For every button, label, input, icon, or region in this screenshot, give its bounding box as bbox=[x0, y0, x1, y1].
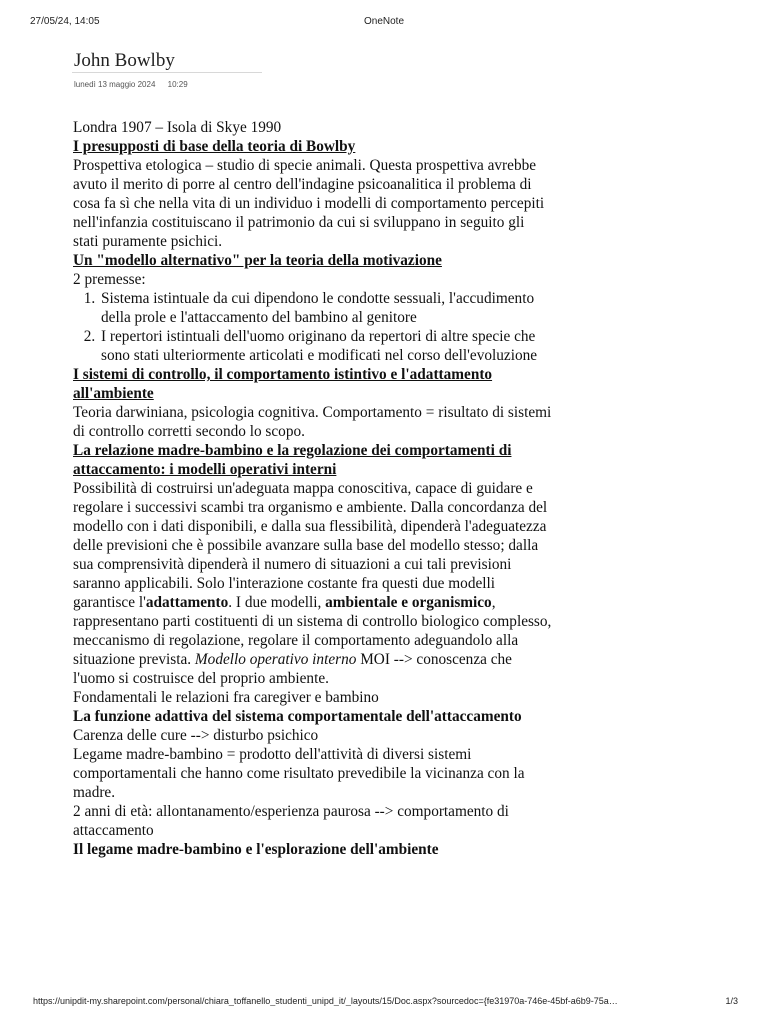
page-time: 10:29 bbox=[167, 80, 188, 89]
paragraph: 2 anni di età: allontanamento/esperienza paurosa --> comportamento di attaccamento bbox=[73, 803, 509, 839]
italic-term: Modello operativo interno bbox=[194, 651, 357, 668]
paragraph: Legame madre-bambino = prodotto dell'attività di diversi sistemi comportamentali che hanno come risultato prevedibile la vicinanza con la madre. bbox=[73, 746, 525, 801]
page-date: lunedì 13 maggio 2024 bbox=[74, 80, 156, 89]
section-heading: I sistemi di controllo, il comportamento istintivo e l'adattamento all'ambiente bbox=[73, 366, 493, 402]
section-heading: La relazione madre-bambino e la regolazione dei comportamenti di attaccamento: i modelli operativi interni bbox=[73, 442, 512, 478]
print-url: https://unipdit-my.sharepoint.com/personal/chiara_toffanello_studenti_unipd_it/_layouts/15/Doc.aspx?sourcedoc={fe31970a-746e-45bf-a6b9-75a… bbox=[33, 996, 618, 1006]
section-heading: I presupposti di base della teoria di Bowlby bbox=[73, 138, 356, 155]
paragraph: Teoria darwiniana, psicologia cognitiva. Comportamento = risultato di sistemi di controllo corretti secondo lo scopo. bbox=[73, 404, 552, 440]
bold-term: ambientale e organismico bbox=[325, 594, 492, 611]
section-heading: La funzione adattiva del sistema comportamentale dell'attaccamento bbox=[73, 708, 522, 725]
print-footer bbox=[33, 996, 738, 1010]
text-run: , rappresentano parti costituenti di un sistema di controllo biologico complesso, meccanismo di regolazione, regolare il comportamento adeguandolo alla situazione prevista. bbox=[73, 594, 552, 668]
page-title[interactable]: John Bowlby bbox=[74, 50, 175, 71]
text-run: MOI --> conoscenza che l'uomo si costruisce del proprio ambiente. bbox=[73, 651, 512, 687]
numbered-list bbox=[73, 289, 553, 365]
paragraph: Carenza delle cure --> disturbo psichico bbox=[73, 727, 319, 744]
section-heading: Il legame madre-bambino e l'esplorazione dell'ambiente bbox=[73, 841, 439, 858]
page-meta bbox=[74, 80, 188, 89]
print-header bbox=[30, 16, 738, 30]
print-page-number: 1/3 bbox=[725, 996, 738, 1006]
paragraph bbox=[73, 479, 553, 688]
text-run: . I due modelli, bbox=[228, 594, 326, 611]
list-item: 2. I repertori istintuali dell'uomo originano da repertori di altre specie che sono stati ulteriormente articolati e modificati nel corso dell'evoluzione bbox=[99, 327, 553, 365]
bold-term: adattamento bbox=[145, 594, 229, 611]
paragraph: Fondamentali le relazioni fra caregiver e bambino bbox=[73, 689, 379, 706]
paragraph: Prospettiva etologica – studio di specie animali. Questa prospettiva avrebbe avuto il merito di porre al centro dell'indagine psicoanalitica il problema di cosa fa sì che nella vita di un individuo i modelli di comportamento percepiti nell'infanzia costituiscano il patrimonio da cui si sviluppano in seguito gli stati puramente psichici. bbox=[73, 157, 545, 250]
print-datetime: 27/05/24, 14:05 bbox=[30, 16, 100, 27]
print-app-name: OneNote bbox=[363, 16, 405, 27]
list-item: 1. Sistema istintuale da cui dipendono le condotte sessuali, l'accudimento della prole e l'attaccamento del bambino al genitore bbox=[99, 289, 553, 327]
text-run: Possibilità di costruirsi un'adeguata mappa conoscitiva, capace di guidare e regolare i successivi scambi tra organismo e ambiente. Dalla concordanza del modello con i dati disponibili, e dalla sua flessibilità, dipenderà l'adeguatezza delle previsioni che è possibile avanzare sulla base del modello stesso; dalla sua comprensività dipenderà il numero di situazioni a cui tali previsioni saranno applicabili. Solo l'interazione costante fra questi due modelli garantisce l' bbox=[73, 480, 548, 611]
section-heading: Un "modello alternativo" per la teoria della motivazione bbox=[73, 252, 442, 269]
note-content[interactable] bbox=[73, 118, 553, 859]
title-divider bbox=[72, 72, 262, 73]
paragraph: 2 premesse: bbox=[73, 271, 146, 288]
intro-line: Londra 1907 – Isola di Skye 1990 bbox=[73, 119, 282, 136]
